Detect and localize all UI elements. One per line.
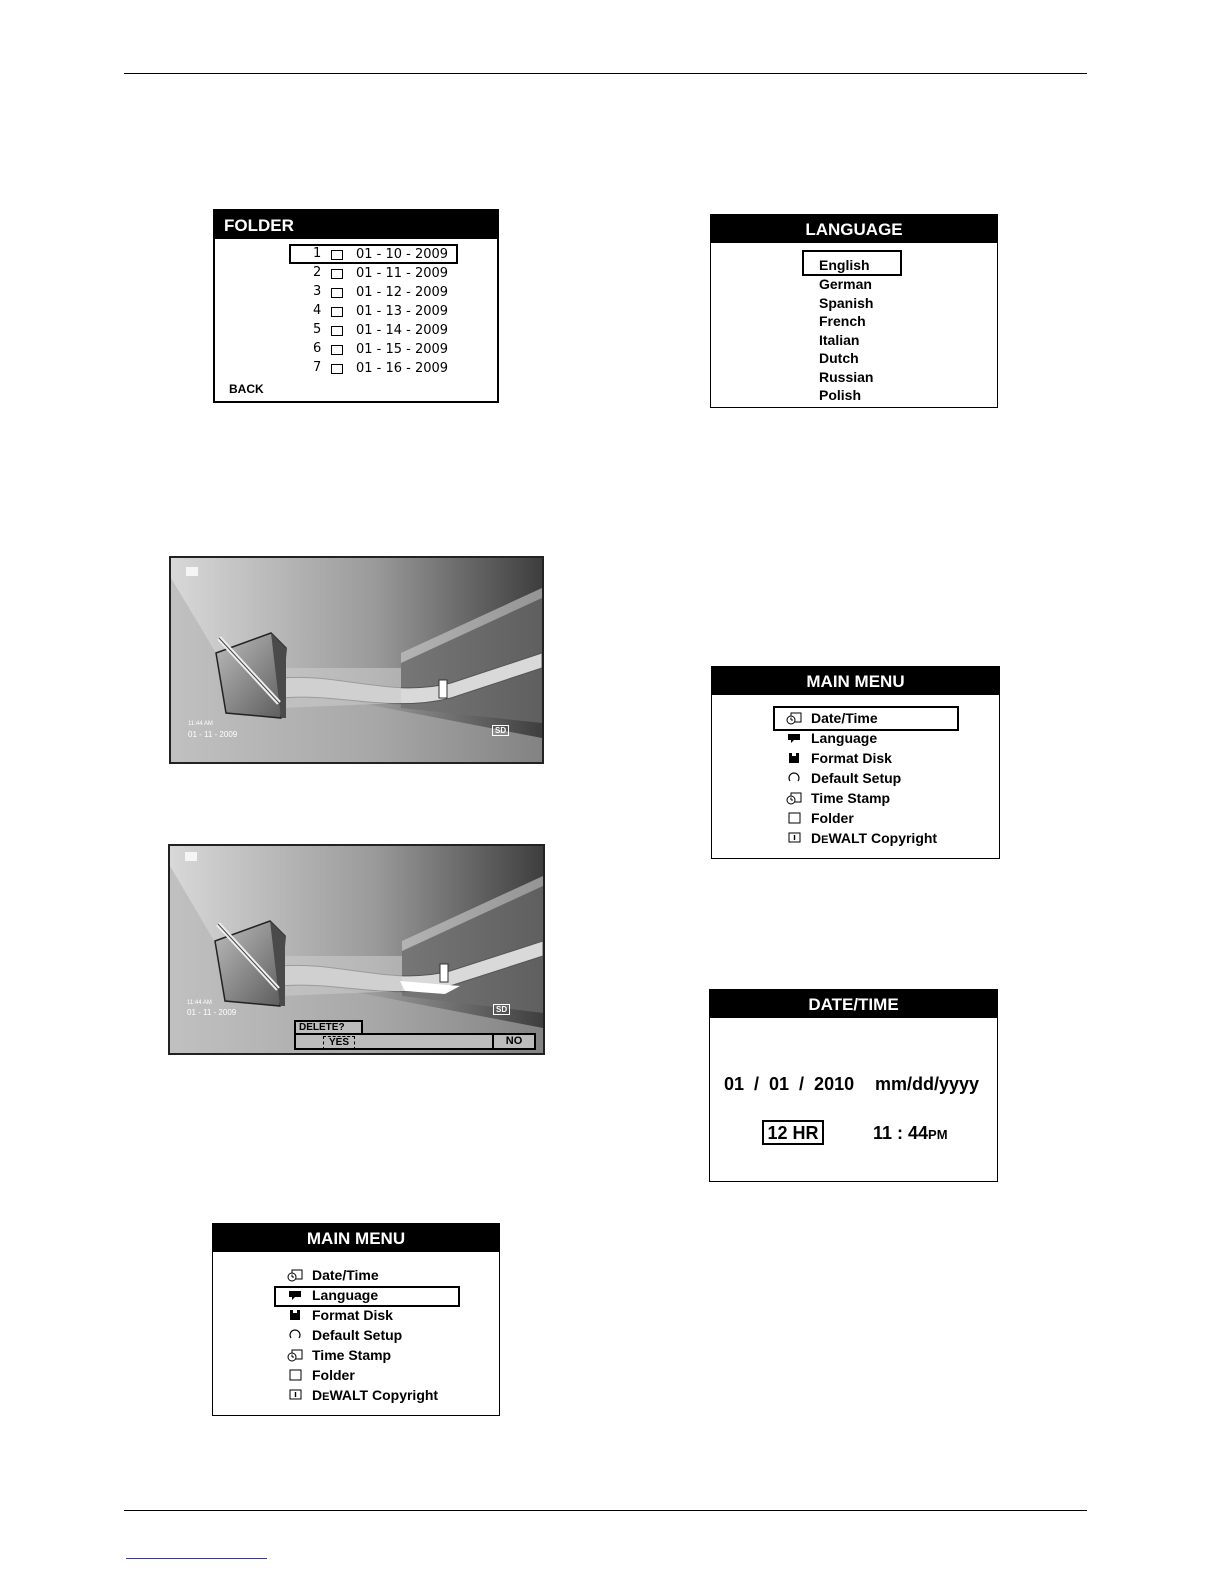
language-title: LANGUAGE: [711, 215, 997, 243]
language-option-italian[interactable]: Italian: [819, 332, 860, 348]
main-menu-title: MAIN MENU: [712, 667, 999, 695]
footer-link-underline: [126, 1558, 267, 1559]
menu-item-language[interactable]: [213, 1286, 499, 1306]
folder-icon: [331, 269, 343, 279]
reset-arrow-icon: [287, 1328, 303, 1342]
menu-item-format-disk[interactable]: [213, 1306, 499, 1326]
folder-list-item[interactable]: [289, 322, 459, 341]
folder-date: 01 - 14 - 2009: [356, 323, 449, 338]
delete-no-button[interactable]: NO: [492, 1035, 534, 1048]
language-option-spanish[interactable]: Spanish: [819, 295, 874, 311]
folder-list-item[interactable]: [289, 284, 459, 303]
overlay-time: 11:44 AM: [187, 1000, 212, 1006]
speech-bubble-icon: [287, 1288, 303, 1302]
info-icon: [786, 831, 802, 845]
folder-icon: [331, 345, 343, 355]
camera-view-delete-image: [168, 844, 545, 1055]
folder-number: 5: [313, 322, 322, 337]
menu-item-label: Format Disk: [811, 750, 892, 766]
menu-item-language[interactable]: [712, 729, 999, 749]
main-menu-screen-language-selected: [212, 1223, 500, 1416]
folder-icon: [331, 250, 343, 260]
speech-bubble-icon: [786, 731, 802, 745]
folder-number: 2: [313, 265, 322, 280]
folder-number: 6: [313, 341, 322, 356]
menu-item-folder[interactable]: [213, 1366, 499, 1386]
delete-prompt-label: DELETE?: [294, 1020, 363, 1036]
clock-calendar-icon: [287, 1348, 303, 1362]
folder-icon: [331, 307, 343, 317]
folder-date: 01 - 11 - 2009: [356, 266, 449, 281]
menu-item-label: DEWALT Copyright: [811, 830, 938, 846]
menu-item-label: Language: [312, 1287, 379, 1303]
folder-list-item[interactable]: [289, 246, 459, 265]
folder-date: 01 - 15 - 2009: [356, 342, 449, 357]
menu-item-format-disk[interactable]: [712, 749, 999, 769]
folder-icon: [331, 288, 343, 298]
menu-item-label: Date/Time: [312, 1267, 379, 1283]
back-button[interactable]: BACK: [229, 382, 264, 396]
menu-item-time-stamp[interactable]: [712, 789, 999, 809]
reset-arrow-icon: [786, 771, 802, 785]
delete-yes-button[interactable]: YES: [323, 1036, 355, 1050]
folder-number: 1: [313, 246, 322, 261]
folder-list-item[interactable]: [289, 265, 459, 284]
folder-date: 01 - 10 - 2009: [356, 247, 449, 262]
menu-item-date-time[interactable]: [213, 1266, 499, 1286]
menu-item-label: Default Setup: [811, 770, 902, 786]
menu-item-label: Date/Time: [811, 710, 878, 726]
menu-item-folder[interactable]: [712, 809, 999, 829]
folder-list-item[interactable]: [289, 303, 459, 322]
overlay-date: 01 - 11 - 2009: [187, 1008, 237, 1017]
language-option-english[interactable]: English: [819, 257, 870, 273]
sd-card-badge: SD: [493, 1004, 510, 1015]
folder-date: 01 - 13 - 2009: [356, 304, 449, 319]
clock-calendar-icon: [786, 711, 802, 725]
sd-card-badge: SD: [492, 725, 509, 736]
floppy-disk-icon: [786, 751, 802, 765]
menu-item-label: Time Stamp: [811, 790, 891, 806]
delete-dialog-bar: [294, 1033, 536, 1050]
language-option-french[interactable]: French: [819, 313, 866, 329]
language-option-polish[interactable]: Polish: [819, 387, 862, 403]
menu-item-label: Default Setup: [312, 1327, 403, 1343]
clock-calendar-icon: [786, 791, 802, 805]
hour-mode-toggle[interactable]: 12 HR: [762, 1120, 824, 1145]
language-option-german[interactable]: German: [819, 276, 872, 292]
overlay-date: 01 - 11 - 2009: [188, 730, 238, 739]
folder-date: 01 - 16 - 2009: [356, 361, 449, 376]
language-option-dutch[interactable]: Dutch: [819, 350, 859, 366]
folder-list-item[interactable]: [289, 341, 459, 360]
header-rule: [124, 73, 1087, 74]
date-format: mm/dd/yyyy: [875, 1074, 980, 1094]
floppy-disk-icon: [287, 1308, 303, 1322]
folder-icon: [786, 811, 802, 825]
folder-list-item[interactable]: [289, 360, 459, 379]
menu-item-time-stamp[interactable]: [213, 1346, 499, 1366]
folder-screen: [213, 209, 499, 403]
date-value[interactable]: 01 / 01 / 2010: [724, 1074, 855, 1094]
date-time-screen: [709, 989, 998, 1182]
camera-view-image: [169, 556, 544, 764]
menu-item-label: Language: [811, 730, 878, 746]
folder-icon: [287, 1368, 303, 1382]
main-menu-title: MAIN MENU: [213, 1224, 499, 1252]
menu-item-label: Folder: [811, 810, 854, 826]
menu-item-default-setup[interactable]: [712, 769, 999, 789]
menu-item-date-time[interactable]: [712, 709, 999, 729]
date-time-title: DATE/TIME: [710, 990, 997, 1018]
overlay-time: 11:44 AM: [188, 721, 213, 727]
menu-item-label: Folder: [312, 1367, 355, 1383]
folder-icon: [331, 326, 343, 336]
clock-calendar-icon: [287, 1268, 303, 1282]
folder-number: 4: [313, 303, 322, 318]
menu-item-copyright[interactable]: [712, 829, 999, 849]
menu-item-label: Format Disk: [312, 1307, 393, 1323]
folder-title: FOLDER: [215, 211, 497, 239]
menu-item-label: DEWALT Copyright: [312, 1387, 439, 1403]
folder-icon: [331, 364, 343, 374]
language-option-russian[interactable]: Russian: [819, 369, 874, 385]
info-icon: [287, 1388, 303, 1402]
main-menu-screen-datetime-selected: [711, 666, 1000, 859]
footer-rule: [124, 1510, 1087, 1511]
menu-item-label: Time Stamp: [312, 1347, 392, 1363]
time-value[interactable]: 11 : 44PM: [873, 1123, 948, 1143]
folder-date: 01 - 12 - 2009: [356, 285, 449, 300]
language-screen: [710, 214, 998, 408]
menu-item-copyright[interactable]: [213, 1386, 499, 1406]
folder-number: 3: [313, 284, 322, 299]
folder-number: 7: [313, 360, 322, 375]
menu-item-default-setup[interactable]: [213, 1326, 499, 1346]
